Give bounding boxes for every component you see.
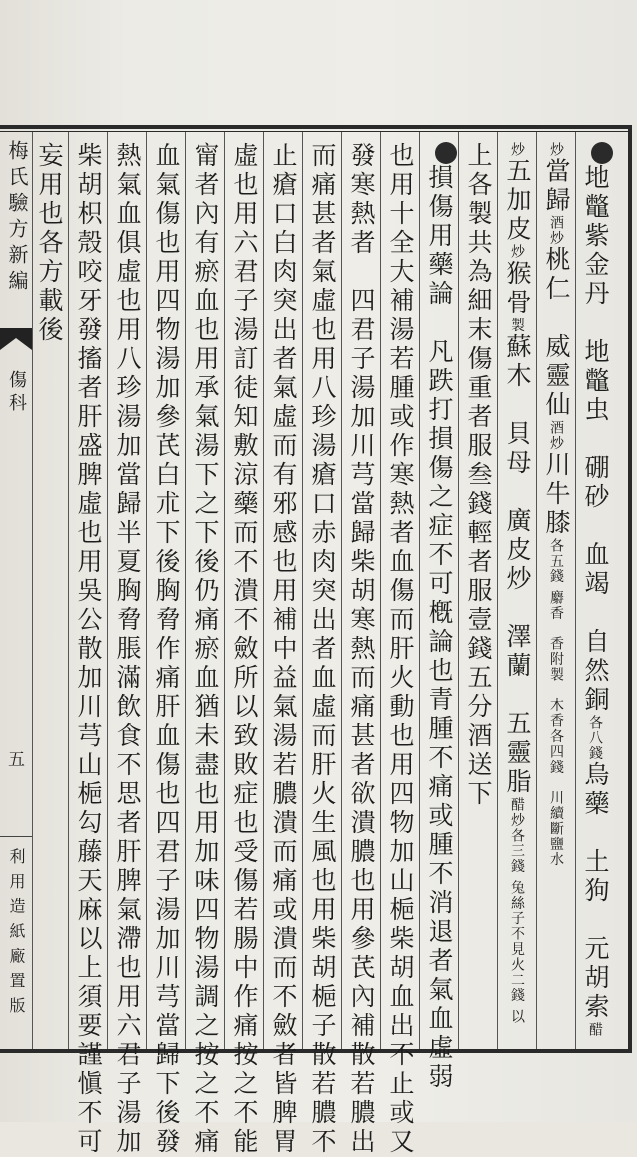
text-column: 甯者內有瘀血也用承氣湯下之下後仍痛瘀血猶未盡也用加味四物湯調之按之不痛: [191, 142, 220, 1157]
text-column: 而痛甚者氣虛也用八珍湯瘡口赤肉突出者血虛而肝火生風也用柴胡梔子散若膿不: [308, 142, 337, 1157]
text-column: 血氣傷也用四物湯加參芪白朮下後胸脅作痛肝血傷也四君子湯加川芎當歸下後發: [152, 142, 181, 1157]
text-column: 上各製共為細末傷重者服叁錢輕者服壹錢五分酒送下: [464, 142, 493, 809]
margin-category: 傷科: [6, 370, 27, 417]
column-rule: [341, 132, 342, 1049]
text-column: 也用十全大補湯若腫或作寒熱者血傷而肝火動也用四物加山梔柴胡血出不止或又: [386, 142, 415, 1157]
column-rule: [107, 132, 108, 1049]
column-rule: [146, 132, 147, 1049]
frame-top-inner-border: [0, 131, 632, 132]
column-rule: [68, 132, 69, 1049]
section-bullet-icon: [435, 142, 457, 164]
text-column: 炒五加皮炒猴骨製蘇木 貝母 廣皮炒 澤蘭 五靈脂醋炒各三錢 兔絲子不見火二錢 以: [503, 142, 532, 1025]
column-rule: [575, 132, 576, 1049]
text-column: 熱氣血俱虛也用八珍湯加當歸半夏胸脅脹滿飲食不思者肝脾氣滯也用六君子湯加: [113, 142, 142, 1157]
margin-page-number: 五: [8, 750, 25, 770]
column-rule: [536, 132, 537, 1049]
column-rule: [185, 132, 186, 1049]
margin-publisher: 利用造紙廠置版: [7, 848, 26, 1022]
column-rule: [224, 132, 225, 1049]
text-column: 止瘡口白肉突出者氣虛而有邪感也用補中益氣湯若膿潰而痛或潰而不斂者皆脾胃: [269, 142, 298, 1157]
frame-right-border: [628, 125, 632, 1053]
column-rule: [32, 132, 33, 1049]
column-rule: [302, 132, 303, 1049]
margin-book-title: 梅氏驗方新編: [5, 140, 29, 296]
section-bullet-icon: [591, 142, 613, 164]
text-column: 虛也用六君子湯訂徒知敷涼藥而不潰不斂所以致敗症也受傷若腸中作痛按之不能: [230, 142, 259, 1157]
column-rule: [380, 132, 381, 1049]
text-column: 損傷用藥論 凡跌打損傷之症不可槪論也青腫不痛或腫不消退者氣血虛弱: [427, 142, 457, 1092]
column-rule: [419, 132, 420, 1049]
text-column: 地鼈紫金丹 地鼈虫 硼砂 血竭 自然銅各八錢烏藥 土狗 元胡索醋: [583, 142, 613, 1038]
margin-divider: [0, 836, 32, 837]
fishtail-mark-icon: [0, 328, 32, 350]
text-column: 妄用也各方載後: [35, 142, 64, 345]
column-rule: [458, 132, 459, 1049]
text-column: 炒當歸酒炒桃仁 威靈仙酒炒川牛膝各五錢 麝香 香附製 木香各四錢 川續斷鹽水: [542, 142, 571, 868]
text-column: 發寒熱者 四君子湯加川芎當歸柴胡寒熱而痛甚者欲潰膿也用參芪內補散若膿出: [347, 142, 376, 1157]
frame-top-border: [0, 125, 632, 129]
column-rule: [497, 132, 498, 1049]
text-column: 柴胡枳殼咬牙發搐者肝盛脾虛也用吳公散加川芎山梔勾藤天麻以上須要謹愼不可: [74, 142, 103, 1157]
column-rule: [263, 132, 264, 1049]
